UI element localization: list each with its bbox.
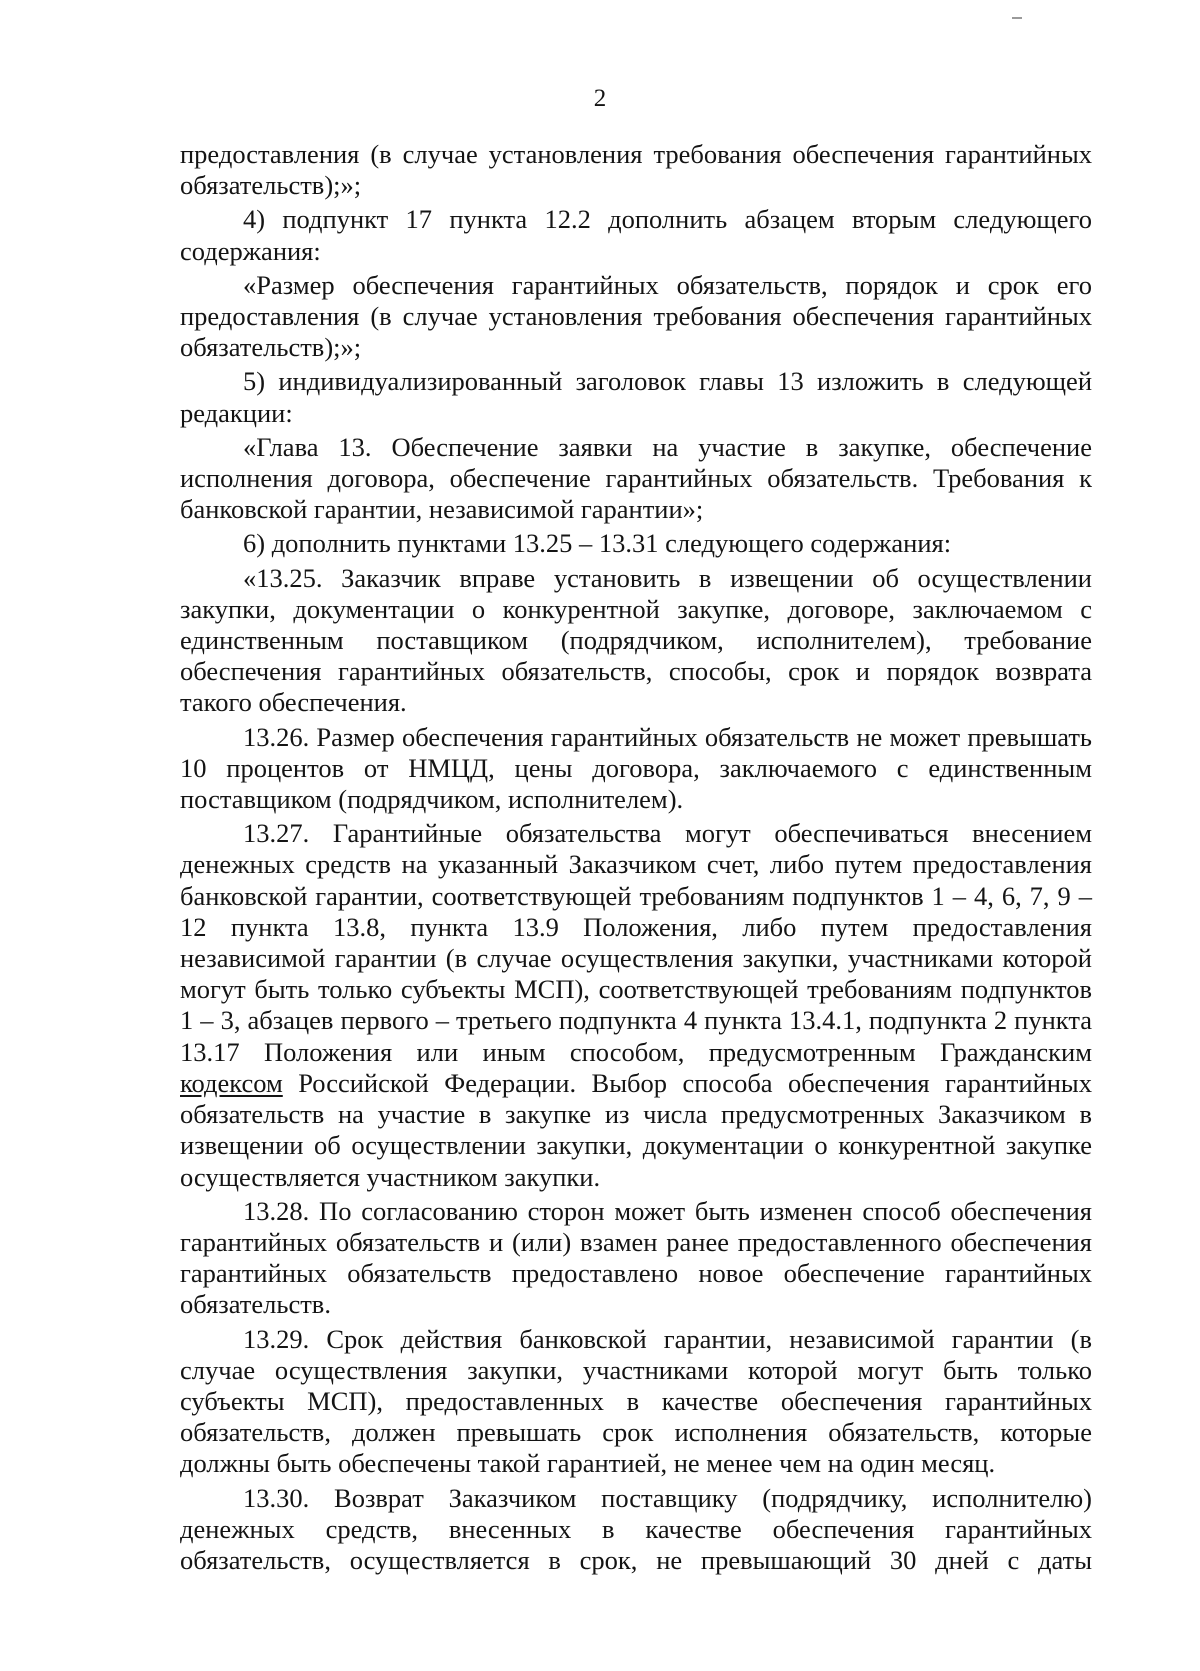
paragraph-13-25: «13.25. Заказчик вправе установить в извещении об осуществлении закупки, документации о конкурентной закупке, договоре, заключаемом с единственным поставщиком (подрядчиком, исполнителем), требование обеспечения гарантийных обязательств, способы, срок и порядок возврата такого обеспечения.: [180, 562, 1092, 718]
page-number: 2: [593, 85, 607, 112]
paragraph-item-4: 4) подпункт 17 пункта 12.2 дополнить абзацем вторым следующего содержания:: [180, 204, 1092, 266]
paragraph-13-27: [180, 818, 1092, 1192]
civil-code-link[interactable]: кодексом: [180, 1067, 283, 1098]
paragraph-13-30: 13.30. Возврат Заказчиком поставщику (подрядчику, исполнителю) денежных средств, внесенных в качестве обеспечения гарантийных обязательств, осуществляется в срок, не превышающий 30 дней с даты: [180, 1482, 1092, 1575]
paragraph-13-27-part-2: Российской Федерации. Выбор способа обеспечения гарантийных обязательств на участие в закупке из числа предусмотренных Заказчиком в извещении об осуществлении закупки, документации о конкурентной закупке осуществляется участником закупки.: [180, 1067, 1092, 1192]
paragraph-13-29: 13.29. Срок действия банковской гарантии, независимой гарантии (в случае осуществления закупки, участниками которой могут быть только субъекты МСП), предоставленных в качестве обеспечения гарантийных обязательств, должен превышать срок исполнения обязательств, которые должны быть обеспечены такой гарантией, не менее чем на один месяц.: [180, 1323, 1092, 1479]
paragraph-13-27-part-1: 13.27. Гарантийные обязательства могут обеспечиваться внесением денежных средств на указанный Заказчиком счет, либо путем предоставления банковской гарантии, соответствующей требованиям подпунктов 1 – 4, 6, 7, 9 – 12 пункта 13.8, пункта 13.9 Положения, либо путем предоставления независимой гарантии (в случае осуществления закупки, участниками которой могут быть только субъекты МСП), соответствующей требованиям подпунктов 1 – 3, абзацев первого – третьего подпункта 4 пункта 13.4.1, подпункта 2 пункта 13.17 Положения или иным способом, предусмотренным Гражданским: [180, 818, 1092, 1067]
document-body: [180, 139, 1092, 1576]
paragraph-continuation: предоставления (в случае установления требования обеспечения гарантийных обязательств);»;: [180, 139, 1092, 201]
scan-artifact: [1012, 17, 1022, 19]
paragraph-chapter-13-title: «Глава 13. Обеспечение заявки на участие в закупке, обеспечение исполнения договора, обеспечение гарантийных обязательств. Требования к банковской гарантии, независимой гарантии»;: [180, 431, 1092, 525]
paragraph-item-6: 6) дополнить пунктами 13.25 – 13.31 следующего содержания:: [243, 528, 952, 559]
paragraph-13-26: 13.26. Размер обеспечения гарантийных обязательств не может превышать 10 процентов от НМЦД, цены договора, заключаемого с единственным поставщиком (подрядчиком, исполнителем).: [180, 721, 1092, 815]
paragraph-item-5: 5) индивидуализированный заголовок главы 13 изложить в следующей редакции:: [180, 366, 1092, 428]
paragraph-13-28: 13.28. По согласованию сторон может быть изменен способ обеспечения гарантийных обязательств и (или) взамен ранее предоставленного обеспечения гарантийных обязательств предоставлено новое обеспечение гарантийных обязательств.: [180, 1195, 1092, 1320]
paragraph-quote-guarantee-size: «Размер обеспечения гарантийных обязательств, порядок и срок его предоставления (в случае установления требования обеспечения гарантийных обязательств);»;: [180, 269, 1092, 363]
